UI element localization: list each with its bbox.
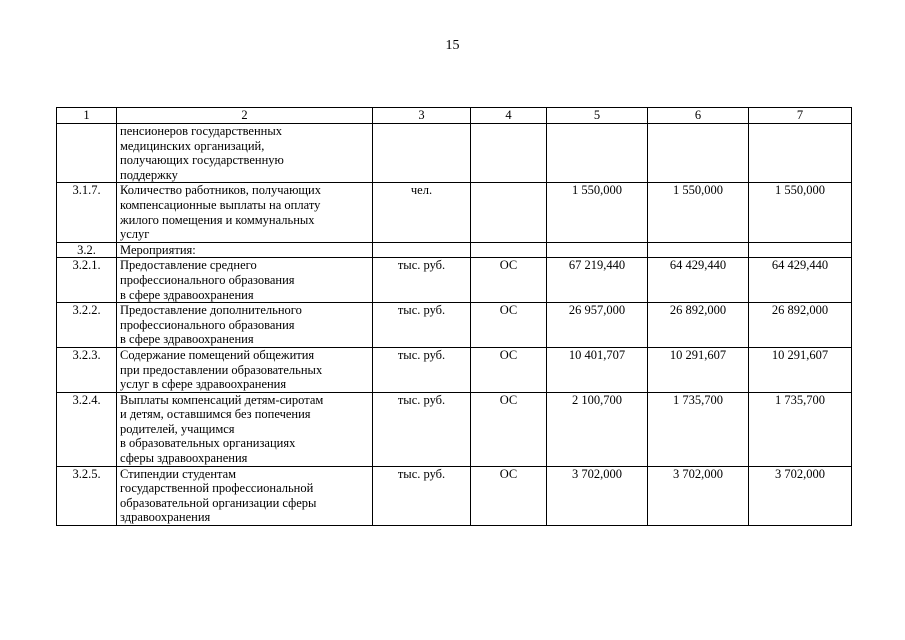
row-unit-cell: тыс. руб. (373, 258, 471, 303)
row-name-line: Содержание помещений общежития (120, 347, 315, 362)
row-source-cell: ОС (471, 466, 547, 525)
row-name-line: медицинских организаций, (120, 138, 265, 153)
row-name-line: услуг (120, 227, 150, 242)
table-row (57, 392, 852, 466)
row-name-line: жилого помещения и коммунальных (120, 212, 315, 227)
budget-table (56, 107, 852, 526)
row-value-col5-cell: 10 401,707 (547, 347, 648, 392)
table-row (57, 347, 852, 392)
row-value-col6-cell: 26 892,000 (648, 303, 749, 348)
row-value-col7-cell: 1 735,700 (749, 392, 852, 466)
row-value-col5-cell: 3 702,000 (547, 466, 648, 525)
row-value-col6-cell: 64 429,440 (648, 258, 749, 303)
header-cell: 6 (648, 108, 749, 124)
row-source-cell: ОС (471, 258, 547, 303)
row-name-cell (117, 183, 373, 242)
row-source-cell: ОС (471, 303, 547, 348)
row-name-line: родителей, учащимся (120, 421, 235, 436)
row-value-col6-cell: 10 291,607 (648, 347, 749, 392)
row-name-line: профессионального образования (120, 317, 295, 332)
row-value-col6-cell: 3 702,000 (648, 466, 749, 525)
row-value-col7-cell: 1 550,000 (749, 183, 852, 242)
row-unit-cell (373, 242, 471, 258)
row-name-line: Выплаты компенсаций детям-сиротам (120, 392, 324, 407)
row-unit-cell: тыс. руб. (373, 303, 471, 348)
row-name-cell (117, 466, 373, 525)
row-value-col7-cell: 10 291,607 (749, 347, 852, 392)
row-value-col5-cell (547, 124, 648, 183)
row-name-line: компенсационные выплаты на оплату (120, 197, 321, 212)
row-value-col5-cell: 1 550,000 (547, 183, 648, 242)
row-value-col7-cell: 26 892,000 (749, 303, 852, 348)
row-number-cell: 3.2.2. (57, 303, 117, 348)
row-source-cell (471, 242, 547, 258)
row-value-col5-cell (547, 242, 648, 258)
row-name-line: государственной профессиональной (120, 481, 314, 496)
table-row (57, 242, 852, 258)
row-name-line: в сфере здравоохранения (120, 287, 254, 302)
row-name-cell (117, 242, 373, 258)
row-value-col7-cell (749, 124, 852, 183)
row-value-col6-cell (648, 242, 749, 258)
row-name-line: сферы здравоохранения (120, 451, 248, 466)
row-name-line: здравоохранения (120, 510, 211, 525)
table-row (57, 183, 852, 242)
row-name-cell (117, 258, 373, 303)
row-number-cell: 3.2.5. (57, 466, 117, 525)
row-number-cell: 3.2.3. (57, 347, 117, 392)
row-name-line: Стипендии студентам (120, 466, 237, 481)
row-unit-cell: тыс. руб. (373, 466, 471, 525)
header-cell: 1 (57, 108, 117, 124)
row-name-line: профессионального образования (120, 272, 295, 287)
table-header-row (57, 108, 852, 124)
row-name-cell (117, 303, 373, 348)
row-name-line: получающих государственную (120, 153, 284, 168)
header-cell: 3 (373, 108, 471, 124)
row-name-line: и детям, оставшимся без попечения (120, 407, 311, 422)
row-number-cell (57, 124, 117, 183)
row-value-col5-cell: 26 957,000 (547, 303, 648, 348)
row-value-col6-cell (648, 124, 749, 183)
row-value-col5-cell: 67 219,440 (547, 258, 648, 303)
row-number-cell: 3.1.7. (57, 183, 117, 242)
header-cell: 4 (471, 108, 547, 124)
table-row (57, 303, 852, 348)
row-value-col7-cell: 64 429,440 (749, 258, 852, 303)
row-number-cell: 3.2. (57, 242, 117, 258)
row-name-line: пенсионеров государственных (120, 124, 282, 138)
row-value-col6-cell: 1 550,000 (648, 183, 749, 242)
row-name-line: поддержку (120, 167, 178, 182)
row-unit-cell: чел. (373, 183, 471, 242)
row-name-line: Мероприятия: (120, 242, 196, 257)
row-number-cell: 3.2.4. (57, 392, 117, 466)
row-source-cell (471, 124, 547, 183)
row-source-cell: ОС (471, 392, 547, 466)
row-name-line: образовательной организации сферы (120, 495, 317, 510)
row-name-line: Предоставление дополнительного (120, 303, 302, 318)
row-unit-cell (373, 124, 471, 183)
header-cell: 5 (547, 108, 648, 124)
row-name-cell (117, 124, 373, 183)
row-value-col6-cell: 1 735,700 (648, 392, 749, 466)
row-unit-cell: тыс. руб. (373, 347, 471, 392)
row-name-cell (117, 347, 373, 392)
header-cell: 7 (749, 108, 852, 124)
header-cell: 2 (117, 108, 373, 124)
row-value-col7-cell: 3 702,000 (749, 466, 852, 525)
page-number: 15 (445, 38, 460, 53)
row-source-cell: ОС (471, 347, 547, 392)
row-name-line: Предоставление среднего (120, 258, 257, 273)
row-source-cell (471, 183, 547, 242)
row-name-line: при предоставлении образовательных (120, 362, 323, 377)
row-unit-cell: тыс. руб. (373, 392, 471, 466)
row-number-cell: 3.2.1. (57, 258, 117, 303)
row-value-col7-cell (749, 242, 852, 258)
row-name-line: Количество работников, получающих (120, 183, 322, 198)
row-name-line: в сфере здравоохранения (120, 332, 254, 347)
table-row (57, 124, 852, 183)
row-name-line: в образовательных организациях (120, 436, 296, 451)
table-row (57, 258, 852, 303)
row-value-col5-cell: 2 100,700 (547, 392, 648, 466)
table-row (57, 466, 852, 525)
row-name-cell (117, 392, 373, 466)
row-name-line: услуг в сфере здравоохранения (120, 377, 287, 392)
